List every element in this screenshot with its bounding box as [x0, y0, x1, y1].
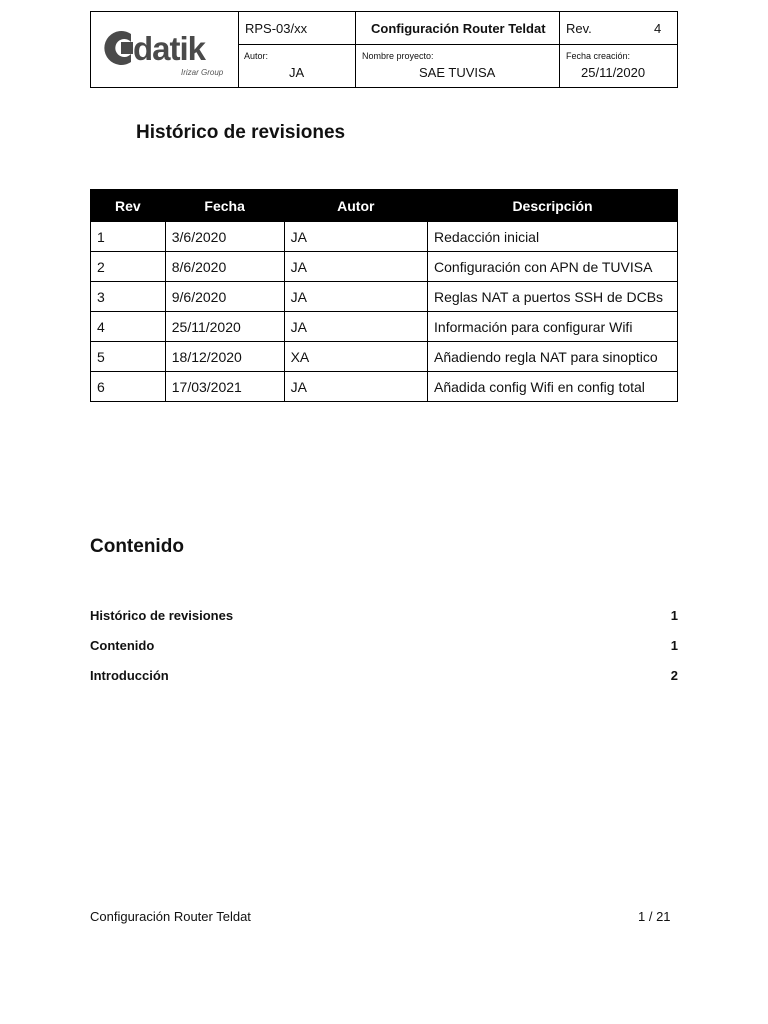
table-row [91, 372, 678, 402]
cell-description: Reglas NAT a puertos SSH de DCBs [428, 282, 678, 312]
cell-date: 8/6/2020 [165, 252, 284, 282]
project-value: SAE TUVISA [419, 65, 496, 80]
toc-entry-title[interactable]: Introducción [90, 668, 169, 683]
column-header-date: Fecha [165, 190, 284, 222]
header-divider [238, 12, 239, 87]
table-row [91, 342, 678, 372]
company-logo [101, 26, 231, 76]
cell-description: Información para configurar Wifi [428, 312, 678, 342]
logo-subtext: Irizar Group [181, 68, 224, 77]
cell-description: Configuración con APN de TUVISA [428, 252, 678, 282]
table-row [91, 252, 678, 282]
cell-author: JA [284, 282, 427, 312]
cell-author: JA [284, 222, 427, 252]
cell-description: Añadiendo regla NAT para sinoptico [428, 342, 678, 372]
author-value: JA [289, 65, 305, 80]
toc-entry-page[interactable]: 2 [670, 668, 678, 683]
date-value: 25/11/2020 [581, 65, 646, 80]
cell-author: JA [284, 312, 427, 342]
table-header-row [91, 190, 678, 222]
toc-entry-page[interactable]: 1 [670, 638, 678, 653]
column-header-description: Descripción [428, 190, 678, 222]
column-header-author: Autor [284, 190, 427, 222]
toc-entry-title[interactable]: Contenido [90, 638, 155, 653]
author-label: Autor: [244, 51, 269, 61]
cell-date: 3/6/2020 [165, 222, 284, 252]
cell-rev: 1 [91, 222, 166, 252]
cell-description: Añadida config Wifi en config total [428, 372, 678, 402]
contents-heading: Contenido [90, 536, 184, 557]
date-label: Fecha creación: [566, 51, 631, 61]
toc-entry[interactable] [90, 608, 678, 638]
cell-rev: 5 [91, 342, 166, 372]
cell-date: 17/03/2021 [165, 372, 284, 402]
logo-mark-icon [101, 28, 135, 68]
doc-code: RPS-03/xx [245, 21, 308, 36]
project-label: Nombre proyecto: [362, 51, 434, 61]
revision-table [90, 189, 678, 402]
cell-date: 18/12/2020 [165, 342, 284, 372]
cell-description: Redacción inicial [428, 222, 678, 252]
table-row [91, 312, 678, 342]
cell-date: 9/6/2020 [165, 282, 284, 312]
cell-rev: 4 [91, 312, 166, 342]
cell-rev: 2 [91, 252, 166, 282]
document-header [90, 11, 678, 88]
header-divider [559, 12, 560, 87]
cell-author: JA [284, 372, 427, 402]
header-row-divider [238, 44, 677, 45]
footer-page-number: 1 / 21 [638, 909, 671, 924]
toc-entry[interactable] [90, 638, 678, 668]
cell-rev: 3 [91, 282, 166, 312]
doc-title: Configuración Router Teldat [371, 21, 546, 36]
toc-entry-title[interactable]: Histórico de revisiones [90, 608, 234, 623]
footer-doc-name: Configuración Router Teldat [90, 909, 251, 924]
revision-history-heading: Histórico de revisiones [136, 122, 346, 143]
rev-label: Rev. [566, 21, 592, 36]
toc-entry[interactable] [90, 668, 678, 698]
column-header-rev: Rev [91, 190, 166, 222]
cell-date: 25/11/2020 [165, 312, 284, 342]
table-row [91, 282, 678, 312]
cell-author: XA [284, 342, 427, 372]
toc-entry-page[interactable]: 1 [670, 608, 678, 623]
table-row [91, 222, 678, 252]
header-divider [355, 12, 356, 87]
cell-author: JA [284, 252, 427, 282]
logo-cell [91, 12, 238, 87]
rev-value: 4 [654, 21, 662, 36]
table-of-contents [90, 608, 678, 698]
logo-wordmark: datik [133, 30, 206, 67]
cell-rev: 6 [91, 372, 166, 402]
